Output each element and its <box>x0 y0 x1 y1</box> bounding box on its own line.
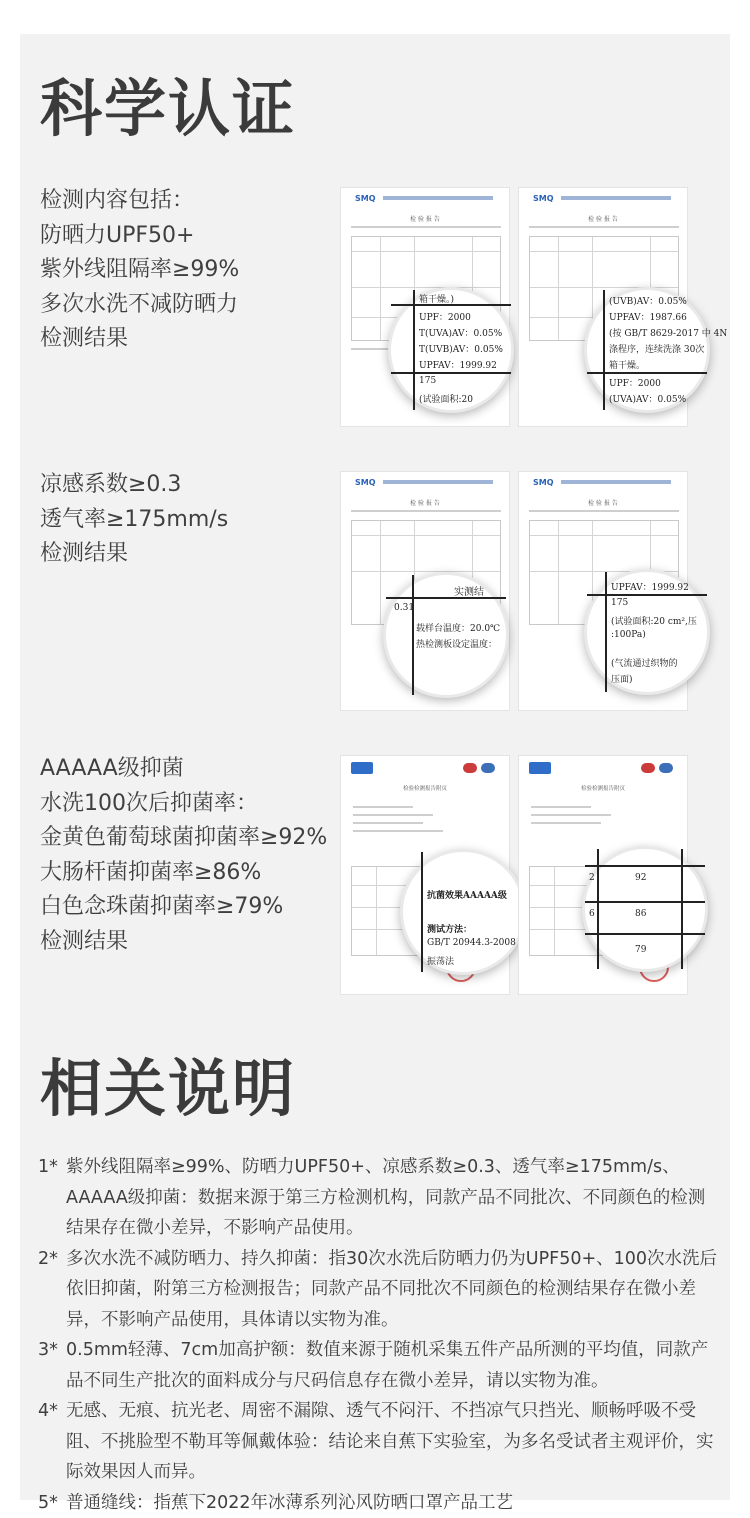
magnified-text: 抗菌效果AAAAA级 <box>427 888 507 901</box>
report-badge <box>463 763 477 773</box>
block-line: 防晒力UPF50+ <box>40 219 239 254</box>
certification-block-cooling <box>40 468 228 572</box>
note-item <box>38 1152 718 1244</box>
report-line <box>353 822 423 824</box>
magnified-text: 6 <box>589 909 595 919</box>
block-line: 紫外线阻隔率≥99% <box>40 253 239 288</box>
report-header-bar <box>561 196 671 200</box>
report-header-bar <box>383 196 493 200</box>
magnified-text: 压面) <box>611 672 633 685</box>
block-line: 检测内容包括： <box>40 184 239 219</box>
magnified-text: (试验面积:20 <box>419 392 473 405</box>
report-logo-text: SMQ <box>355 478 376 487</box>
note-number: 4* <box>38 1396 58 1427</box>
note-item <box>38 1335 718 1396</box>
report-line <box>351 510 501 512</box>
report-line <box>531 814 611 816</box>
report-title: 检 验 报 告 <box>341 214 509 223</box>
note-item <box>38 1396 718 1488</box>
magnifier-report-uv-1 <box>388 287 514 413</box>
report-line <box>529 510 679 512</box>
block-line: 检测结果 <box>40 537 228 572</box>
magnifier-report-antibacterial-2 <box>582 846 708 972</box>
magnified-text: 热检测板设定温度： <box>416 637 497 650</box>
report-line <box>531 806 591 808</box>
report-line <box>353 806 413 808</box>
magnified-text: GB/T 20944.3-2008 <box>427 938 516 948</box>
magnified-text: T(UVB)AV：0.05% <box>419 342 503 355</box>
report-logo-text: SMQ <box>533 478 554 487</box>
magnified-text: 175 <box>419 376 436 386</box>
note-number: 5* <box>38 1488 58 1518</box>
report-logo-text: SMQ <box>533 194 554 203</box>
report-title: 检 验 报 告 <box>519 498 687 507</box>
report-badge <box>481 763 495 773</box>
magnified-text: 175 <box>611 598 628 608</box>
note-item <box>38 1488 718 1518</box>
magnified-text: (UVA)AV：0.05% <box>609 392 686 405</box>
magnified-text: 箱干燥。) <box>419 292 454 305</box>
magnified-text: 79 <box>635 945 646 955</box>
report-logo-text: SMQ <box>355 194 376 203</box>
note-text: 无感、无痕、抗光老、周密不漏隙、透气不闷汗、不挡凉气只挡光、顺畅呼吸不受阻、不挑脸型不勒耳等佩戴体验：结论来自蕉下实验室，为多名受试者主观评价，实际效果因人而异。 <box>66 1401 714 1482</box>
note-item <box>38 1244 718 1336</box>
block-line: 检测结果 <box>40 925 327 960</box>
magnified-text: 箱干燥。 <box>609 358 645 371</box>
report-line <box>351 226 501 228</box>
certification-block-uv <box>40 184 239 357</box>
block-line: AAAAA级抑菌 <box>40 752 327 787</box>
report-title: 检验检测报告附页 <box>519 784 687 792</box>
section-title-notes: 相关说明 <box>40 1058 296 1120</box>
magnified-text: 载样台温度：20.0℃ <box>416 621 500 634</box>
block-line: 水洗100次后抑菌率： <box>40 787 327 822</box>
magnified-text: 涤程序，连续洗涤 30次 <box>609 342 704 355</box>
note-text: 普通缝线：指蕉下2022年冰薄系列沁风防晒口罩产品工艺 <box>66 1493 513 1513</box>
report-line <box>353 830 443 832</box>
magnified-text: 实测结 <box>454 583 484 598</box>
report-line <box>531 822 601 824</box>
content-panel <box>20 34 730 1500</box>
report-line <box>353 814 433 816</box>
report-line <box>529 226 679 228</box>
magnified-text: 92 <box>635 873 646 883</box>
magnified-text: (气流通过织物的 <box>611 656 678 669</box>
certification-block-antibacterial <box>40 752 327 959</box>
magnified-text: T(UVA)AV：0.05% <box>419 326 502 339</box>
block-line: 检测结果 <box>40 322 239 357</box>
note-number: 3* <box>38 1335 58 1366</box>
magnified-text: UPF：2000 <box>419 310 471 323</box>
magnified-text: 0.31 <box>394 603 414 613</box>
report-title: 检 验 报 告 <box>519 214 687 223</box>
note-number: 1* <box>38 1152 58 1183</box>
magnifier-report-cooling-2 <box>584 569 710 695</box>
magnified-text: UPFAV：1987.66 <box>609 310 687 323</box>
note-text: 紫外线阻隔率≥99%、防晒力UPF50+、凉感系数≥0.3、透气率≥175mm/s、AAAAA级抑菌：数据来源于第三方检测机构，同款产品不同批次、不同颜色的检测结果存在微小差异，不影响产品使用。 <box>66 1157 705 1238</box>
block-line: 透气率≥175mm/s <box>40 503 228 538</box>
report-header <box>351 762 501 776</box>
magnifier-report-uv-2 <box>584 287 710 413</box>
report-logo <box>529 762 551 774</box>
magnified-text: 测试方法： <box>427 922 472 935</box>
block-line: 凉感系数≥0.3 <box>40 468 228 503</box>
report-title: 检验检测报告附页 <box>341 784 509 792</box>
magnified-text: (UVB)AV：0.05% <box>609 294 687 307</box>
note-text: 多次水洗不减防晒力、持久抑菌：指30次水洗后防晒力仍为UPF50+、100次水洗后依旧抑菌，附第三方检测报告；同款产品不同批次不同颜色的检测结果存在微小差异，不影响产品使用，具体请以实物为准。 <box>66 1249 717 1330</box>
magnified-text: 振荡法 <box>427 954 454 967</box>
block-line: 白色念珠菌抑菌率≥79% <box>40 890 327 925</box>
block-line: 多次水洗不减防晒力 <box>40 288 239 323</box>
magnified-text: (试验面积:20 cm²,压 <box>611 614 697 627</box>
magnifier-report-antibacterial-1 <box>400 849 526 975</box>
report-header <box>529 762 679 776</box>
magnifier-report-cooling-1 <box>383 572 509 698</box>
notes-list <box>38 1152 718 1518</box>
report-header-bar <box>383 480 493 484</box>
magnified-text: UPF：2000 <box>609 376 661 389</box>
section-title-certification: 科学认证 <box>40 78 296 140</box>
report-title: 检 验 报 告 <box>341 498 509 507</box>
report-logo <box>351 762 373 774</box>
note-number: 2* <box>38 1244 58 1275</box>
report-badge <box>641 763 655 773</box>
magnified-text: 86 <box>635 909 646 919</box>
magnified-text: :100Pa) <box>611 630 646 640</box>
magnified-text: (按 GB/T 8629-2017 中 4N <box>609 326 727 339</box>
magnified-text: UPFAV：1999.92 <box>611 580 689 593</box>
magnified-text: UPFAV：1999.92 <box>419 358 497 371</box>
note-text: 0.5mm轻薄、7cm加高护额：数值来源于随机采集五件产品所测的平均值，同款产品不同生产批次的面料成分与尺码信息存在微小差异，请以实物为准。 <box>66 1340 708 1391</box>
report-header-bar <box>561 480 671 484</box>
block-line: 大肠杆菌抑菌率≥86% <box>40 856 327 891</box>
magnified-text: 2 <box>589 873 595 883</box>
block-line: 金黄色葡萄球菌抑菌率≥92% <box>40 821 327 856</box>
report-badge <box>659 763 673 773</box>
